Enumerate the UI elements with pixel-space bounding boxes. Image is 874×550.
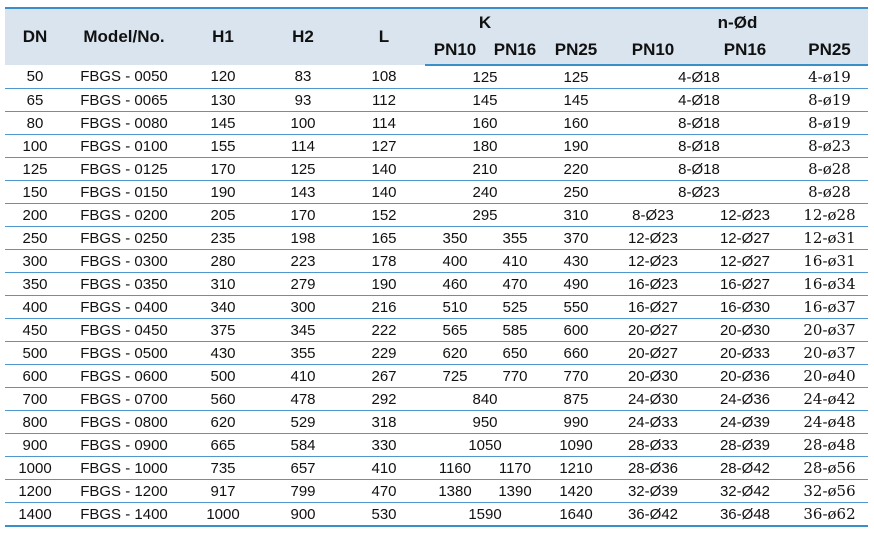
cell-h2: 300 [263, 296, 343, 319]
cell-k-pn25: 190 [545, 135, 607, 158]
header-h2: H2 [263, 8, 343, 65]
cell-k-pn10: 565 [425, 319, 485, 342]
table-row [5, 388, 868, 411]
cell-dn: 1200 [5, 480, 65, 503]
cell-nd-pn16: 20-Ø36 [699, 365, 791, 388]
cell-k-pn25: 1640 [545, 503, 607, 527]
cell-k-pn25: 160 [545, 112, 607, 135]
header-k-pn16: PN16 [485, 36, 545, 65]
cell-k-pn10-pn16: 240 [425, 181, 545, 204]
cell-k-pn25: 370 [545, 227, 607, 250]
cell-nd-pn10: 12-Ø23 [607, 227, 699, 250]
cell-l: 165 [343, 227, 425, 250]
cell-h2: 529 [263, 411, 343, 434]
cell-nd-pn10-pn16: 8-Ø18 [607, 158, 791, 181]
cell-h2: 100 [263, 112, 343, 135]
cell-k-pn10-pn16: 840 [425, 388, 545, 411]
cell-k-pn10-pn16: 1050 [425, 434, 545, 457]
table-body [5, 65, 868, 526]
cell-h2: 125 [263, 158, 343, 181]
cell-h1: 145 [183, 112, 263, 135]
cell-nd-pn25: 16-ø31 [791, 250, 868, 273]
cell-dn: 800 [5, 411, 65, 434]
cell-l: 267 [343, 365, 425, 388]
cell-nd-pn16: 28-Ø42 [699, 457, 791, 480]
header-h1: H1 [183, 8, 263, 65]
cell-h1: 735 [183, 457, 263, 480]
cell-h2: 279 [263, 273, 343, 296]
cell-nd-pn25: 24-ø48 [791, 411, 868, 434]
cell-h1: 500 [183, 365, 263, 388]
table-row [5, 250, 868, 273]
cell-model: FBGS - 0200 [65, 204, 183, 227]
table-header [5, 8, 868, 65]
cell-k-pn25: 1090 [545, 434, 607, 457]
cell-nd-pn25: 4-ø19 [791, 65, 868, 89]
cell-k-pn25: 310 [545, 204, 607, 227]
header-row-1 [5, 8, 868, 36]
cell-h1: 375 [183, 319, 263, 342]
cell-nd-pn25: 8-ø19 [791, 112, 868, 135]
cell-nd-pn10: 16-Ø27 [607, 296, 699, 319]
cell-nd-pn10: 28-Ø33 [607, 434, 699, 457]
cell-l: 190 [343, 273, 425, 296]
cell-nd-pn16: 12-Ø27 [699, 227, 791, 250]
cell-model: FBGS - 0100 [65, 135, 183, 158]
cell-k-pn10: 725 [425, 365, 485, 388]
cell-l: 318 [343, 411, 425, 434]
cell-k-pn10-pn16: 160 [425, 112, 545, 135]
table-row [5, 135, 868, 158]
cell-model: FBGS - 0900 [65, 434, 183, 457]
cell-nd-pn10: 16-Ø23 [607, 273, 699, 296]
cell-model: FBGS - 0400 [65, 296, 183, 319]
table-row [5, 365, 868, 388]
cell-l: 530 [343, 503, 425, 527]
cell-nd-pn16: 24-Ø39 [699, 411, 791, 434]
cell-k-pn25: 430 [545, 250, 607, 273]
cell-nd-pn16: 16-Ø30 [699, 296, 791, 319]
cell-l: 470 [343, 480, 425, 503]
cell-nd-pn25: 24-ø42 [791, 388, 868, 411]
table-row [5, 204, 868, 227]
cell-k-pn10-pn16: 180 [425, 135, 545, 158]
cell-h2: 410 [263, 365, 343, 388]
header-k-spacer [545, 8, 607, 36]
cell-h1: 155 [183, 135, 263, 158]
cell-nd-pn25: 20-ø40 [791, 365, 868, 388]
cell-nd-pn16: 16-Ø27 [699, 273, 791, 296]
cell-l: 410 [343, 457, 425, 480]
cell-h2: 170 [263, 204, 343, 227]
cell-model: FBGS - 0065 [65, 89, 183, 112]
cell-k-pn10: 350 [425, 227, 485, 250]
cell-h2: 83 [263, 65, 343, 89]
cell-h1: 190 [183, 181, 263, 204]
table-row [5, 158, 868, 181]
cell-h1: 560 [183, 388, 263, 411]
header-nd-pn16: PN16 [699, 36, 791, 65]
cell-h1: 130 [183, 89, 263, 112]
cell-dn: 65 [5, 89, 65, 112]
cell-nd-pn25: 20-ø37 [791, 319, 868, 342]
cell-model: FBGS - 0300 [65, 250, 183, 273]
cell-k-pn10: 1160 [425, 457, 485, 480]
cell-model: FBGS - 1400 [65, 503, 183, 527]
cell-nd-pn10: 24-Ø30 [607, 388, 699, 411]
cell-dn: 450 [5, 319, 65, 342]
cell-h1: 235 [183, 227, 263, 250]
cell-k-pn10-pn16: 1590 [425, 503, 545, 527]
cell-k-pn16: 770 [485, 365, 545, 388]
cell-model: FBGS - 0250 [65, 227, 183, 250]
cell-k-pn16: 650 [485, 342, 545, 365]
cell-l: 152 [343, 204, 425, 227]
header-dn: DN [5, 8, 65, 65]
cell-nd-pn10-pn16: 8-Ø18 [607, 112, 791, 135]
cell-k-pn25: 490 [545, 273, 607, 296]
cell-l: 112 [343, 89, 425, 112]
cell-nd-pn16: 20-Ø33 [699, 342, 791, 365]
cell-model: FBGS - 0500 [65, 342, 183, 365]
header-k-pn10: PN10 [425, 36, 485, 65]
cell-k-pn16: 585 [485, 319, 545, 342]
cell-nd-pn10: 12-Ø23 [607, 250, 699, 273]
cell-k-pn25: 220 [545, 158, 607, 181]
cell-nd-pn25: 36-ø62 [791, 503, 868, 527]
cell-k-pn25: 660 [545, 342, 607, 365]
cell-h2: 345 [263, 319, 343, 342]
cell-l: 127 [343, 135, 425, 158]
cell-nd-pn25: 8-ø19 [791, 89, 868, 112]
top-border [0, 0, 874, 5]
cell-nd-pn25: 16-ø34 [791, 273, 868, 296]
cell-k-pn10-pn16: 210 [425, 158, 545, 181]
cell-h2: 93 [263, 89, 343, 112]
table-row [5, 411, 868, 434]
cell-model: FBGS - 0600 [65, 365, 183, 388]
cell-nd-pn16: 12-Ø27 [699, 250, 791, 273]
cell-model: FBGS - 0125 [65, 158, 183, 181]
cell-l: 178 [343, 250, 425, 273]
cell-l: 140 [343, 181, 425, 204]
cell-dn: 900 [5, 434, 65, 457]
cell-h2: 143 [263, 181, 343, 204]
table-row [5, 457, 868, 480]
cell-k-pn25: 875 [545, 388, 607, 411]
cell-nd-pn10: 32-Ø39 [607, 480, 699, 503]
header-l: L [343, 8, 425, 65]
cell-nd-pn10-pn16: 4-Ø18 [607, 65, 791, 89]
header-k: K [425, 8, 545, 36]
cell-k-pn10: 460 [425, 273, 485, 296]
cell-h1: 430 [183, 342, 263, 365]
cell-nd-pn10: 8-Ø23 [607, 204, 699, 227]
cell-nd-pn25: 8-ø28 [791, 158, 868, 181]
cell-h1: 1000 [183, 503, 263, 527]
table-row [5, 480, 868, 503]
cell-l: 216 [343, 296, 425, 319]
cell-h2: 584 [263, 434, 343, 457]
cell-nd-pn25: 8-ø28 [791, 181, 868, 204]
header-nd: n-Ød [607, 8, 868, 36]
cell-k-pn25: 990 [545, 411, 607, 434]
cell-nd-pn25: 8-ø23 [791, 135, 868, 158]
cell-k-pn16: 525 [485, 296, 545, 319]
cell-dn: 100 [5, 135, 65, 158]
cell-dn: 50 [5, 65, 65, 89]
cell-k-pn10-pn16: 145 [425, 89, 545, 112]
cell-nd-pn16: 24-Ø36 [699, 388, 791, 411]
cell-k-pn25: 770 [545, 365, 607, 388]
cell-h2: 799 [263, 480, 343, 503]
cell-k-pn25: 125 [545, 65, 607, 89]
header-nd-pn25: PN25 [791, 36, 868, 65]
cell-h1: 917 [183, 480, 263, 503]
cell-k-pn10-pn16: 125 [425, 65, 545, 89]
table-row [5, 65, 868, 89]
cell-nd-pn25: 28-ø48 [791, 434, 868, 457]
table-row [5, 342, 868, 365]
table-row [5, 181, 868, 204]
cell-l: 330 [343, 434, 425, 457]
cell-k-pn10-pn16: 295 [425, 204, 545, 227]
cell-nd-pn10: 20-Ø27 [607, 342, 699, 365]
cell-nd-pn10-pn16: 8-Ø18 [607, 135, 791, 158]
cell-l: 222 [343, 319, 425, 342]
cell-nd-pn16: 28-Ø39 [699, 434, 791, 457]
cell-dn: 400 [5, 296, 65, 319]
cell-nd-pn10: 36-Ø42 [607, 503, 699, 527]
cell-k-pn16: 410 [485, 250, 545, 273]
cell-l: 140 [343, 158, 425, 181]
cell-h1: 310 [183, 273, 263, 296]
cell-model: FBGS - 0350 [65, 273, 183, 296]
table-row [5, 296, 868, 319]
cell-h1: 205 [183, 204, 263, 227]
cell-k-pn25: 600 [545, 319, 607, 342]
cell-model: FBGS - 1000 [65, 457, 183, 480]
cell-k-pn10-pn16: 950 [425, 411, 545, 434]
cell-h2: 114 [263, 135, 343, 158]
cell-nd-pn10: 20-Ø27 [607, 319, 699, 342]
header-model: Model/No. [65, 8, 183, 65]
cell-k-pn10: 510 [425, 296, 485, 319]
cell-nd-pn25: 28-ø56 [791, 457, 868, 480]
cell-h2: 355 [263, 342, 343, 365]
cell-k-pn10: 1380 [425, 480, 485, 503]
cell-nd-pn10: 24-Ø33 [607, 411, 699, 434]
cell-h2: 478 [263, 388, 343, 411]
cell-h2: 657 [263, 457, 343, 480]
cell-k-pn16: 470 [485, 273, 545, 296]
cell-h2: 223 [263, 250, 343, 273]
cell-nd-pn16: 36-Ø48 [699, 503, 791, 527]
cell-l: 114 [343, 112, 425, 135]
cell-model: FBGS - 0800 [65, 411, 183, 434]
cell-dn: 250 [5, 227, 65, 250]
cell-k-pn16: 355 [485, 227, 545, 250]
cell-model: FBGS - 0700 [65, 388, 183, 411]
cell-dn: 150 [5, 181, 65, 204]
cell-k-pn25: 550 [545, 296, 607, 319]
cell-nd-pn16: 20-Ø30 [699, 319, 791, 342]
cell-k-pn16: 1390 [485, 480, 545, 503]
cell-h1: 120 [183, 65, 263, 89]
table-row [5, 227, 868, 250]
header-k-pn25: PN25 [545, 36, 607, 65]
cell-model: FBGS - 1200 [65, 480, 183, 503]
cell-h1: 280 [183, 250, 263, 273]
cell-dn: 500 [5, 342, 65, 365]
table-row [5, 503, 868, 527]
cell-model: FBGS - 0150 [65, 181, 183, 204]
cell-model: FBGS - 0050 [65, 65, 183, 89]
cell-dn: 350 [5, 273, 65, 296]
cell-l: 108 [343, 65, 425, 89]
cell-h2: 198 [263, 227, 343, 250]
table-row [5, 89, 868, 112]
cell-k-pn25: 1420 [545, 480, 607, 503]
cell-model: FBGS - 0080 [65, 112, 183, 135]
cell-nd-pn10-pn16: 8-Ø23 [607, 181, 791, 204]
cell-h2: 900 [263, 503, 343, 527]
cell-nd-pn16: 32-Ø42 [699, 480, 791, 503]
cell-dn: 1000 [5, 457, 65, 480]
cell-nd-pn25: 32-ø56 [791, 480, 868, 503]
cell-h1: 620 [183, 411, 263, 434]
cell-nd-pn25: 12-ø31 [791, 227, 868, 250]
header-nd-pn10: PN10 [607, 36, 699, 65]
table-row [5, 434, 868, 457]
cell-k-pn25: 1210 [545, 457, 607, 480]
dimension-table [5, 7, 868, 527]
cell-l: 292 [343, 388, 425, 411]
cell-h1: 170 [183, 158, 263, 181]
cell-dn: 80 [5, 112, 65, 135]
cell-model: FBGS - 0450 [65, 319, 183, 342]
cell-nd-pn25: 20-ø37 [791, 342, 868, 365]
cell-nd-pn25: 12-ø28 [791, 204, 868, 227]
cell-dn: 200 [5, 204, 65, 227]
cell-l: 229 [343, 342, 425, 365]
cell-k-pn25: 250 [545, 181, 607, 204]
cell-nd-pn16: 12-Ø23 [699, 204, 791, 227]
cell-k-pn10: 400 [425, 250, 485, 273]
cell-dn: 600 [5, 365, 65, 388]
cell-dn: 125 [5, 158, 65, 181]
cell-k-pn16: 1170 [485, 457, 545, 480]
cell-h1: 340 [183, 296, 263, 319]
cell-k-pn25: 145 [545, 89, 607, 112]
cell-dn: 700 [5, 388, 65, 411]
table-row [5, 273, 868, 296]
cell-nd-pn10: 28-Ø36 [607, 457, 699, 480]
table-row [5, 112, 868, 135]
cell-nd-pn10: 20-Ø30 [607, 365, 699, 388]
cell-nd-pn10-pn16: 4-Ø18 [607, 89, 791, 112]
cell-dn: 300 [5, 250, 65, 273]
cell-nd-pn25: 16-ø37 [791, 296, 868, 319]
cell-k-pn10: 620 [425, 342, 485, 365]
cell-h1: 665 [183, 434, 263, 457]
table-row [5, 319, 868, 342]
cell-dn: 1400 [5, 503, 65, 527]
